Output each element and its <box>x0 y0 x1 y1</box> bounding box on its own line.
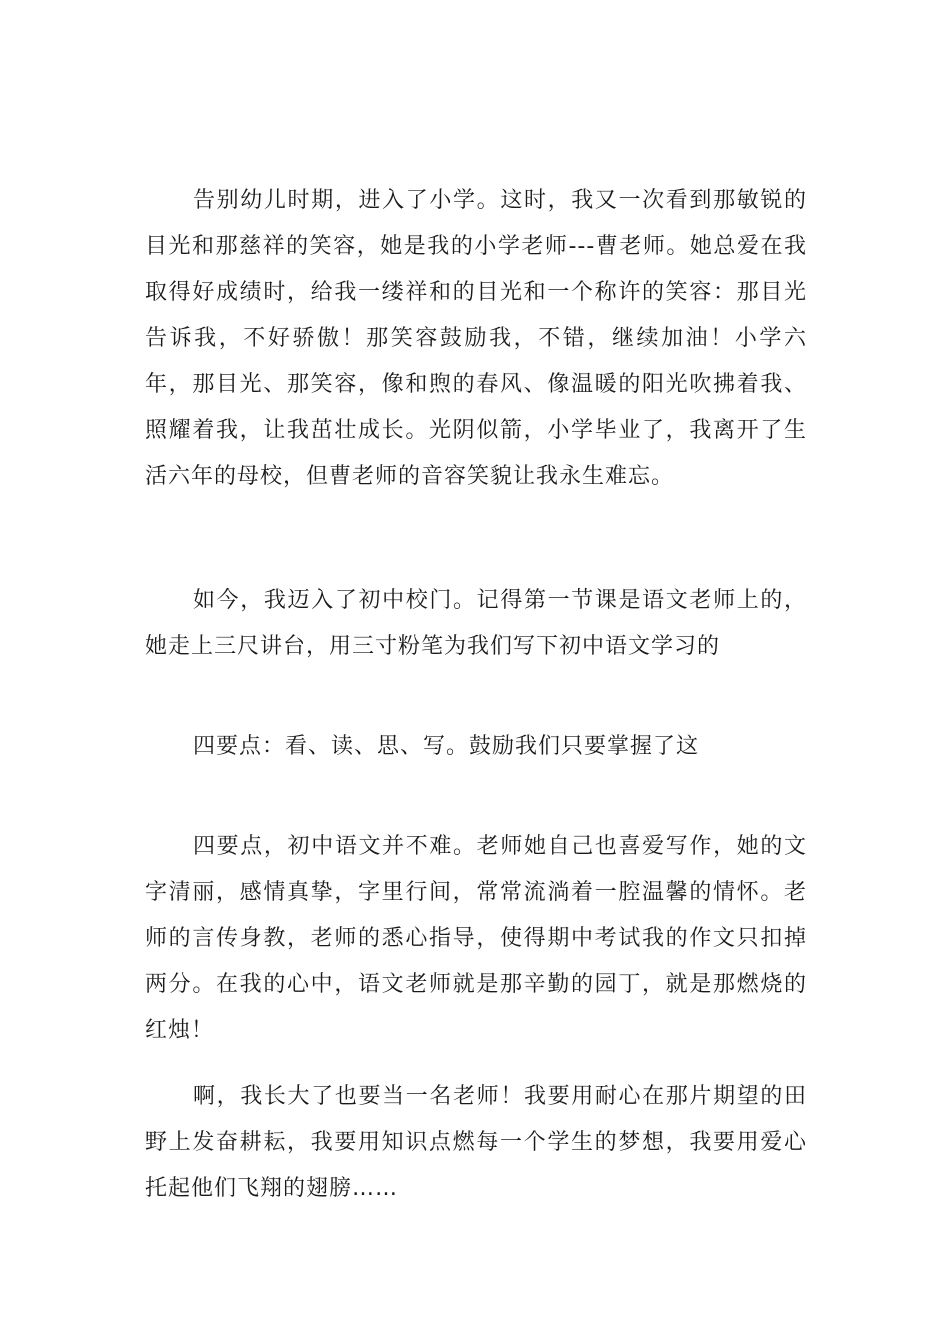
paragraph-become-teacher: 啊，我长大了也要当一名老师！我要用耐心在那片期望的田野上发奋耕耘，我要用知识点燃每一个学生的梦想，我要用爱心托起他们飞翔的翅膀…… <box>145 1084 807 1201</box>
paragraph-four-key-points: 四要点：看、读、思、写。鼓励我们只要掌握了这 <box>193 734 700 759</box>
paragraph-chinese-teacher: 四要点，初中语文并不难。老师她自己也喜爱写作，她的文字清丽，感情真挚，字里行间，常常流淌着一腔温馨的情怀。老师的言传身教，老师的悉心指导，使得期中考试我的作文只扣掉两分。在我的心中，语文老师就是那辛勤的园丁，就是那燃烧的红烛！ <box>145 834 807 1043</box>
paragraph-primary-school-teacher: 告别幼儿时期，进入了小学。这时，我又一次看到那敏锐的目光和那慈祥的笑容，她是我的小学老师---曹老师。她总爱在我取得好成绩时，给我一缕祥和的目光和一个称许的笑容：那目光告诉我，不好骄傲！那笑容鼓励我，不错，继续加油！小学六年，那目光、那笑容，像和煦的春风、像温暖的阳光吹拂着我、照耀着我，让我茁壮成长。光阴似箭，小学毕业了，我离开了生活六年的母校，但曹老师的音容笑貌让我永生难忘。 <box>145 188 807 489</box>
paragraph-middle-school-first-class: 如今，我迈入了初中校门。记得第一节课是语文老师上的，她走上三尺讲台，用三寸粉笔为我们写下初中语文学习的 <box>145 588 807 659</box>
